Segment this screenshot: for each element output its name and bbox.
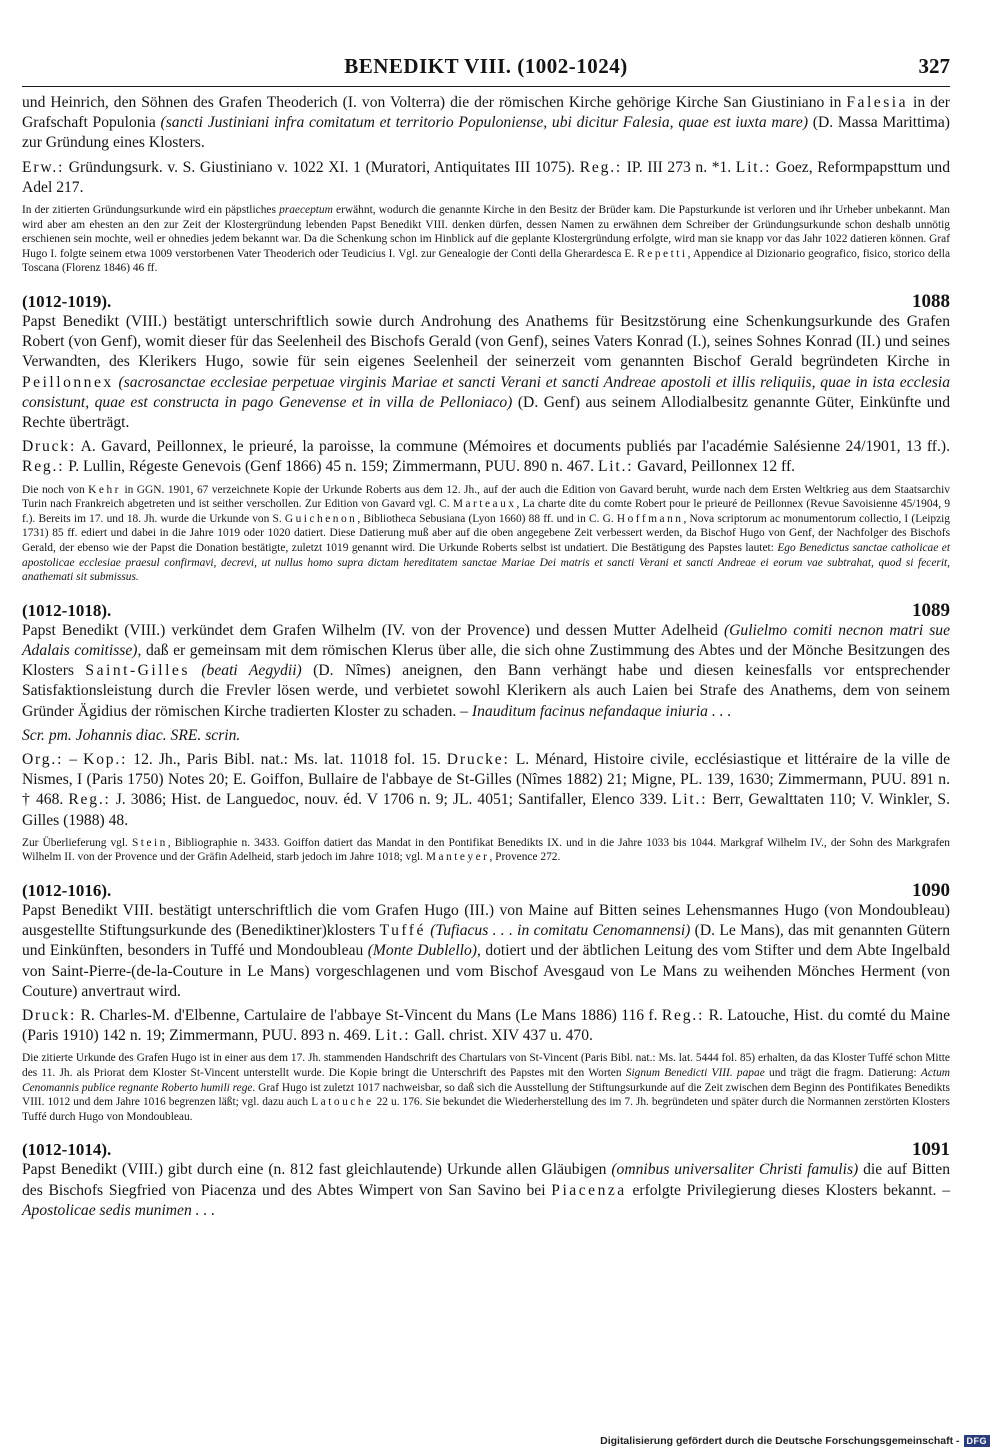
entry-date: (1012-1019). — [22, 291, 112, 311]
scriptum-line: Scr. pm. Johannis diac. SRE. scrin. — [22, 726, 241, 744]
entry-number: 1090 — [912, 879, 950, 901]
entry-header — [22, 1140, 950, 1160]
entry-number: 1089 — [912, 599, 950, 621]
entry-date: (1012-1018). — [22, 600, 112, 620]
page-title: BENEDIKT VIII. (1002-1024) — [344, 54, 628, 78]
literature-line: Druck: R. Charles-M. d'Elbenne, Cartulaire de l'abbaye St-Vincent du Mans (Le Mans 1886) 116 f. Reg.: R. Latouche, Hist. du comté du Maine (Paris 1910) 142 n. 19; Zimmermann, PUU. 893 n. 469. Lit.: Gall. christ. XIV 437 u. 470. — [22, 1007, 950, 1045]
regest-text: und Heinrich, den Söhnen des Grafen Theoderich (I. von Volterra) die der römischen Kirche gehörige Kirche San Giustiniano in Falesia in der Grafschaft Populonia (sancti Justiniani infra comitatum et territorio Populoniense, ubi dicitur Falesia, quae est iuxta mare) (D. Massa Marittima) zur Gründung eines Klosters. — [22, 94, 950, 152]
running-head — [22, 52, 950, 87]
entry-header — [22, 881, 950, 901]
literature-line: Erw.: Gründungsurk. v. S. Giustiniano v. 1022 XI. 1 (Muratori, Antiquitates III 1075). Reg.: IP. III 273 n. *1. Lit.: Goez, Reformpapsttum und Adel 217. — [22, 158, 950, 196]
literature-line: Druck: A. Gavard, Peillonnex, le prieuré, la paroisse, la commune (Mémoires et documents publiés par l'académie Salésienne 24/1901, 13 ff.). Reg.: P. Lullin, Régeste Genevois (Genf 1866) 45 n. 159; Zimmermann, PUU. 890 n. 467. Lit.: Gavard, Peillonnex 12 ff. — [22, 438, 950, 476]
page-number: 327 — [918, 54, 950, 78]
entry-1091 — [22, 1140, 950, 1221]
entry-date: (1012-1016). — [22, 880, 112, 900]
commentary-note: Zur Überlieferung vgl. Stein, Bibliographie n. 3433. Goiffon datiert das Mandat in den Pontifikat Benedikts IX. und in die Jahre 1033 bis 1044. Markgraf Wilhelm IV., der Sohn des Markgrafen Wilhelm II. von der Provence und der Gräfin Adelheid, starb jedoch im Jahre 1018; vgl. Manteyer, Provence 272. — [22, 836, 950, 864]
entry-number: 1091 — [912, 1139, 950, 1161]
literature-line: Org.: – Kop.: 12. Jh., Paris Bibl. nat.: Ms. lat. 11018 fol. 15. Drucke: L. Ménard, Histoire civile, ecclésiastique et littéraire de la ville de Nismes, I (Paris 1750) Notes 20; E. Goiffon, Bullaire de l'abbaye de St-Gilles (Nîmes 1882) 21; Migne, PL. 139, 1630; Zimmermann, PUU. 891 n. † 468. Reg.: J. 3086; Hist. de Languedoc, nouv. éd. V 1706 n. 9; JL. 4051; Santifaller, Elenco 339. Lit.: Berr, Gewalttaten 110; V. Winkler, S. Gilles (1988) 48. — [22, 750, 951, 829]
entry-number: 1088 — [912, 290, 950, 312]
entry-1089 — [22, 601, 950, 865]
regest-text: Papst Benedikt VIII. bestätigt unterschriftlich die vom Grafen Hugo (III.) von Maine auf Bitten seines Lehensmannes Hugo (von Mondoubleau) ausgestellte Stiftungsurkunde des (Benediktiner)klosters Tuffé (Tufiacus . . . in comitatu Cenomannensi) (D. Le Mans), das mit genannten Gütern und Einkünften, besonders in Tuffé und Mondoubleau (Monte Dublello), dotiert und der äbtlichen Leitung des vom Stifter und dem Abte Ingelbald von Saint-Pierre-(de-la-Couture in Le Mans) vorgeschlagenen und vom Bischof Avesgaud von Le Mans zu weihenden Mönches Herment (von Couture) anvertraut wird. — [22, 901, 951, 1000]
dfg-logo: DFG — [964, 1435, 991, 1447]
entry-date: (1012-1014). — [22, 1140, 112, 1160]
entry-1090 — [22, 881, 950, 1124]
entry-continuation — [22, 93, 950, 276]
entry-header — [22, 601, 950, 621]
entry-header — [22, 292, 950, 312]
footer-text: Digitalisierung gefördert durch die Deutsche Forschungsgemeinschaft - — [600, 1435, 960, 1447]
commentary-note: Die noch von Kehr in GGN. 1901, 67 verzeichnete Kopie der Urkunde Roberts aus dem 12. Jh., auf der auch die Edition von Gavard beruht, wurde nach dem Ersten Weltkrieg aus dem Staatsarchiv Turin nach Frankreich abgetreten und ist seither verschollen. Zur Edition von Gavard vgl. C. Marteaux, La charte dite du comte Robert pour le prieuré de Peillonnex (Revue Savoisienne 45/1904, 9 f.). Bereits im 17. und 18. Jh. wurde die Urkunde von S. Guichenon, Bibliotheca Sebusiana (Lyon 1660) 88 ff. und in C. G. Hoffmann, Nova scriptorum ac monumentorum collectio, I (Leipzig 1731) 85 ff. ediert und dabei in die Jahre 1019 oder 1020 datiert. Diese Datierung muß aber auf die oben angegebene Zeit verbessert werden, da Bischof Hugo von Genf, der Nachfolger des Bischofs Gerald, der ebenso wie der Papst die Donation bestätigte, zuletzt 1019 genannt wird. Die Urkunde Roberts selbst ist undatiert. Die Bestätigung des Papstes lautet: Ego Benedictus sanctae catholicae et apostolicae ecclesiae praesul confirmavi, decrevi, ut nullus homo supra dictam hereditatem sanctae Mariae Dei matris et sancti Verani et sancti Andreae ei eorum vae subtrahat, quod si fecerit, anathemati sit submissus. — [22, 483, 951, 584]
regest-text: Papst Benedikt (VIII.) bestätigt unterschriftlich sowie durch Androhung des Anathems für Besitzstörung eine Schenkungsurkunde des Grafen Robert (von Genf), womit dieser für das Seelenheil des Bischofs Gerald (von Genf), seines Vaters Konrad (I.), seines Sohnes Konrad (II.) und seines Verwandten, des Klerikers Hugo, sowie für sein eigenes Seelenheil der seinerzeit vom genannten Bischof Gerald begründeten Kirche in Peillonnex (sacrosanctae ecclesiae perpetuae virginis Mariae et sancti Verani et sancti Andreae apostoli et illis reliquiis, quae in ista ecclesia consistunt, quae est constructa in pago Genevense et in villa de Pelloniaco) (D. Genf) aus seinem Allodialbesitz genannte Güter, Einkünfte und Rechte überträgt. — [22, 312, 950, 431]
regest-text: Papst Benedikt (VIII.) gibt durch eine (n. 812 fast gleichlautende) Urkunde allen Gläubigen (omnibus universaliter Christi famulis) die auf Bitten des Bischofs Siegfried von Piacenza und des Abtes Wimpert von San Savino bei Piacenza erfolgte Privilegierung dieses Klosters bekannt. – Apostolicae sedis munimen . . . — [22, 1161, 950, 1219]
regest-text: Papst Benedikt (VIII.) verkündet dem Grafen Wilhelm (IV. von der Provence) und dessen Mutter Adelheid (Gulielmo comiti necnon matri sue Adalais comitisse), daß er gemeinsam mit dem römischen Klerus über alle, die sich ohne Zustimmung des Abtes und der Mönche Besitzungen des Klosters Saint-Gilles (beati Aegydii) (D. Nîmes) aneignen, den Bann verhängt habe und diesen keinesfalls vor entsprechender Satisfaktionsleistung durch die Frevler lösen werde, und verbietet sowohl Klerikern als auch Laien bei Strafe des Anathems, dem von seinem Gründer Ägidius der römischen Kirche tradierten Kloster zu schaden. – Inauditum facinus nefandaque iniuria . . . — [22, 621, 950, 720]
digitization-footer — [600, 1435, 990, 1447]
commentary-note: In der zitierten Gründungsurkunde wird ein päpstliches praeceptum erwähnt, wodurch die genannte Kirche in den Besitz der Brüder kam. Die Papsturkunde ist verloren und ihr Urheber unbekannt. Man wird aber am ehesten an den zur Zeit der Klostergründung lebenden Papst Benedikt VIII. denken dürfen, dessen Namen zu erwähnen dem Schreiber der Gründungsurkunde schon deshalb unnötig erschienen sein mochte, weil er ohnedies jedem bekannt war. Da die Schenkung schon im Hinblick auf die geplante Klostergründung erfolgte, wird man sie knapp vor das Jahr 1022 datieren können. Graf Hugo I. folgte seinem etwa 1009 verstorbenen Vater Theoderich oder Teudicius I. Vgl. zur Genealogie der Conti della Gherardesca E. Repetti, Appendice al Dizionario geografico, fisico, storico della Toscana (Florenz 1846) 46 ff. — [22, 204, 950, 275]
entry-1088 — [22, 292, 950, 585]
document-page — [22, 52, 950, 1221]
commentary-note: Die zitierte Urkunde des Grafen Hugo ist in einer aus dem 17. Jh. stammenden Handschrift des Chartulars von St-Vincent (Paris Bibl. nat.: Ms. lat. 5444 fol. 85) erhalten, da das Kloster Tuffé schon Mitte des 11. Jh. als Priorat dem Kloster St-Vincent unterstellt wurde. Die Kopie bringt die Unterschrift des Papstes mit den Worten Signum Benedicti VIII. papae und trägt die fragm. Datierung: Actum Cenomannis publice regnante Roberto humili rege. Graf Hugo ist zuletzt 1017 nachweisbar, so daß sich die Ausstellung der Stiftungsurkunde auf die Zeit zwischen dem Beginn des Pontifikates Benedikts VIII. 1012 und dem Jahre 1016 begrenzen läßt; vgl. dazu auch Latouche 22 u. 176. Sie bekundet die Wiederherstellung des im 7. Jh. begründeten und später durch die Normannen zerstörten Klosters Tuffé durch Hugo von Mondoubleau. — [22, 1052, 951, 1123]
